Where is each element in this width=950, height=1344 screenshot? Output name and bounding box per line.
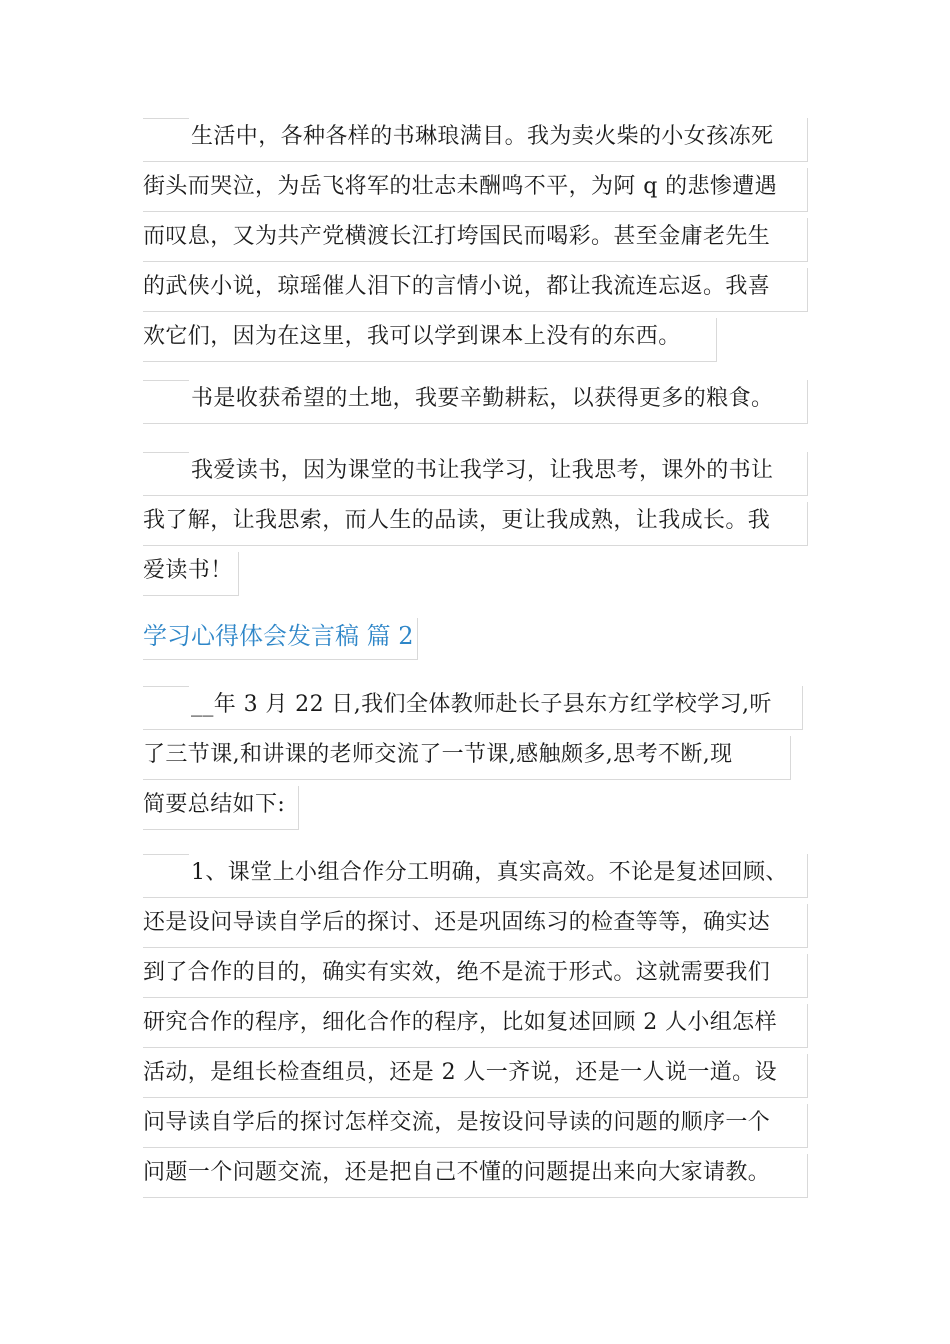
section-heading: 学习心得体会发言稿 篇 2 [143,612,418,660]
text-line: 简要总结如下: [143,780,299,830]
text-line: 的武侠小说，琼瑶催人泪下的言情小说，都让我流连忘返。我喜 [143,262,808,312]
text-line: 1、课堂上小组合作分工明确，真实高效。不论是复述回顾、 [143,848,808,898]
text-line: 研究合作的程序，细化合作的程序，比如复述回顾 2 人小组怎样 [143,998,808,1048]
text-line: 了三节课,和讲课的老师交流了一节课,感触颇多,思考不断,现 [143,730,791,780]
paragraph-reading-variety [143,112,808,362]
text-line: 欢它们，因为在这里，我可以学到课本上没有的东西。 [143,312,717,362]
text-line: 街头而哭泣，为岳飞将军的壮志未酬鸣不平，为阿 q 的悲惨遭遇 [143,162,808,212]
text-line: __年 3 月 22 日,我们全体教师赴长子县东方红学校学习,听 [143,680,803,730]
paragraph-love-reading [143,446,808,596]
text-line: 爱读书！ [143,546,239,596]
text-line: 活动，是组长检查组员，还是 2 人一齐说，还是一人说一道。设 [143,1048,808,1098]
text-line: 书是收获希望的土地，我要辛勤耕耘，以获得更多的粮食。 [143,374,808,424]
text-line: 我了解，让我思索，而人生的品读，更让我成熟，让我成长。我 [143,496,808,546]
text-line: 问题一个问题交流，还是把自己不懂的问题提出来向大家请教。 [143,1148,808,1198]
text-line: 我爱读书，因为课堂的书让我学习，让我思考，课外的书让 [143,446,808,496]
paragraph-group-cooperation [143,848,808,1198]
text-line: 生活中，各种各样的书琳琅满目。我为卖火柴的小女孩冻死 [143,112,808,162]
text-line: 而叹息，又为共产党横渡长江打垮国民而喝彩。甚至金庸老先生 [143,212,808,262]
paragraph-books-as-land [143,374,808,424]
text-line: 到了合作的目的，确实有实效，绝不是流于形式。这就需要我们 [143,948,808,998]
paragraph-study-trip [143,680,808,830]
text-line: 还是设问导读自学后的探讨、还是巩固练习的检查等等，确实达 [143,898,808,948]
text-line: 问导读自学后的探讨怎样交流，是按设问导读的问题的顺序一个 [143,1098,808,1148]
